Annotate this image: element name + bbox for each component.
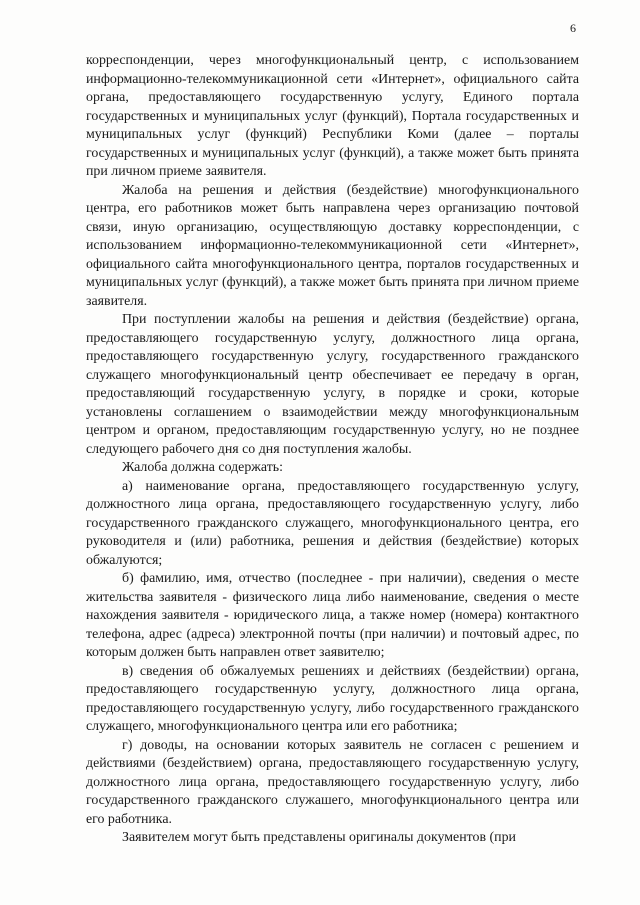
paragraph-mfc-complaint: Жалоба на решения и действия (бездействие) многофункционального центра, его работников может быть направлена через организацию почтовой связи, иную организацию, осуществляющую доставку корреспонденции, с использованием информационно-телекоммуникационной сети «Интернет», официального сайта многофункционального центра, порталов государственных и муниципальных услуг (функций), а также может быть принята при личном приеме заявителя.: [86, 182, 579, 309]
list-item-b: б) фамилию, имя, отчество (последнее - при наличии), сведения о месте жительства заявителя - физического лица либо наименование, сведения о месте нахождения заявителя - юридического лица, а также номер (номера) контактного телефона, адрес (адреса) электронной почты (при наличии) и почтовый адрес, по которым должен быть направлен ответ заявителю;: [86, 571, 579, 660]
body-text: [86, 52, 579, 848]
paragraph-originals-submission: Заявителем могут быть представлены оригиналы документов (при: [122, 830, 516, 845]
page-number: 6: [570, 21, 576, 35]
list-item-g: г) доводы, на основании которых заявитель не согласен с решением и действиями (бездействием) органа, предоставляющего государственную услугу, должностного лица органа, предоставляющего государственную услугу, либо государственного гражданского служашего, многофункционального центра или его работника.: [86, 737, 579, 827]
paragraph-complaint-channels-continued: корреспонденции, через многофункциональный центр, с использованием информационно-телекоммуникационной сети «Интернет», официального сайта органа, предоставляющего государственную услугу, Единого портала государственных и муниципальных услуг (функций), Портала государственных и муниципальных услуг (функций) Республики Коми (далее – порталы государственных и муниципальных услуг (функций), а также может быть принята при личном приеме заявителя.: [86, 53, 579, 179]
paragraph-complaint-transfer: При поступлении жалобы на решения и действия (бездействие) органа, предоставляющего государственную услугу, должностного лица органа, предоставляющего государственную услугу, государственного гражданского служащего многофункциональный центр обеспечивает ее передачу в орган, предоставляющий государственную услугу, в порядке и сроки, которые установлены соглашением о взаимодействии между многофункциональным центром и органом, предоставляющим государственную услугу, но не позднее следующего рабочего дня со дня поступления жалобы.: [86, 312, 579, 457]
paragraph-complaint-contents-heading: Жалоба должна содержать:: [122, 460, 283, 475]
list-item-a: а) наименование органа, предоставляющего государственную услугу, должностного лица органа, предоставляющего государственную услугу, либо государственного гражданского служащего, многофункционального центра, его руководителя и (или) работника, решения и действия (бездействие) которых обжалуются;: [86, 478, 579, 568]
list-item-v: в) сведения об обжалуемых решениях и действиях (бездействии) органа, предоставляющего государственную услугу, должностного лица органа, предоставляющего государственную услугу, либо государственного гражданского служащего, многофункционального центра или его работника;: [86, 663, 579, 734]
